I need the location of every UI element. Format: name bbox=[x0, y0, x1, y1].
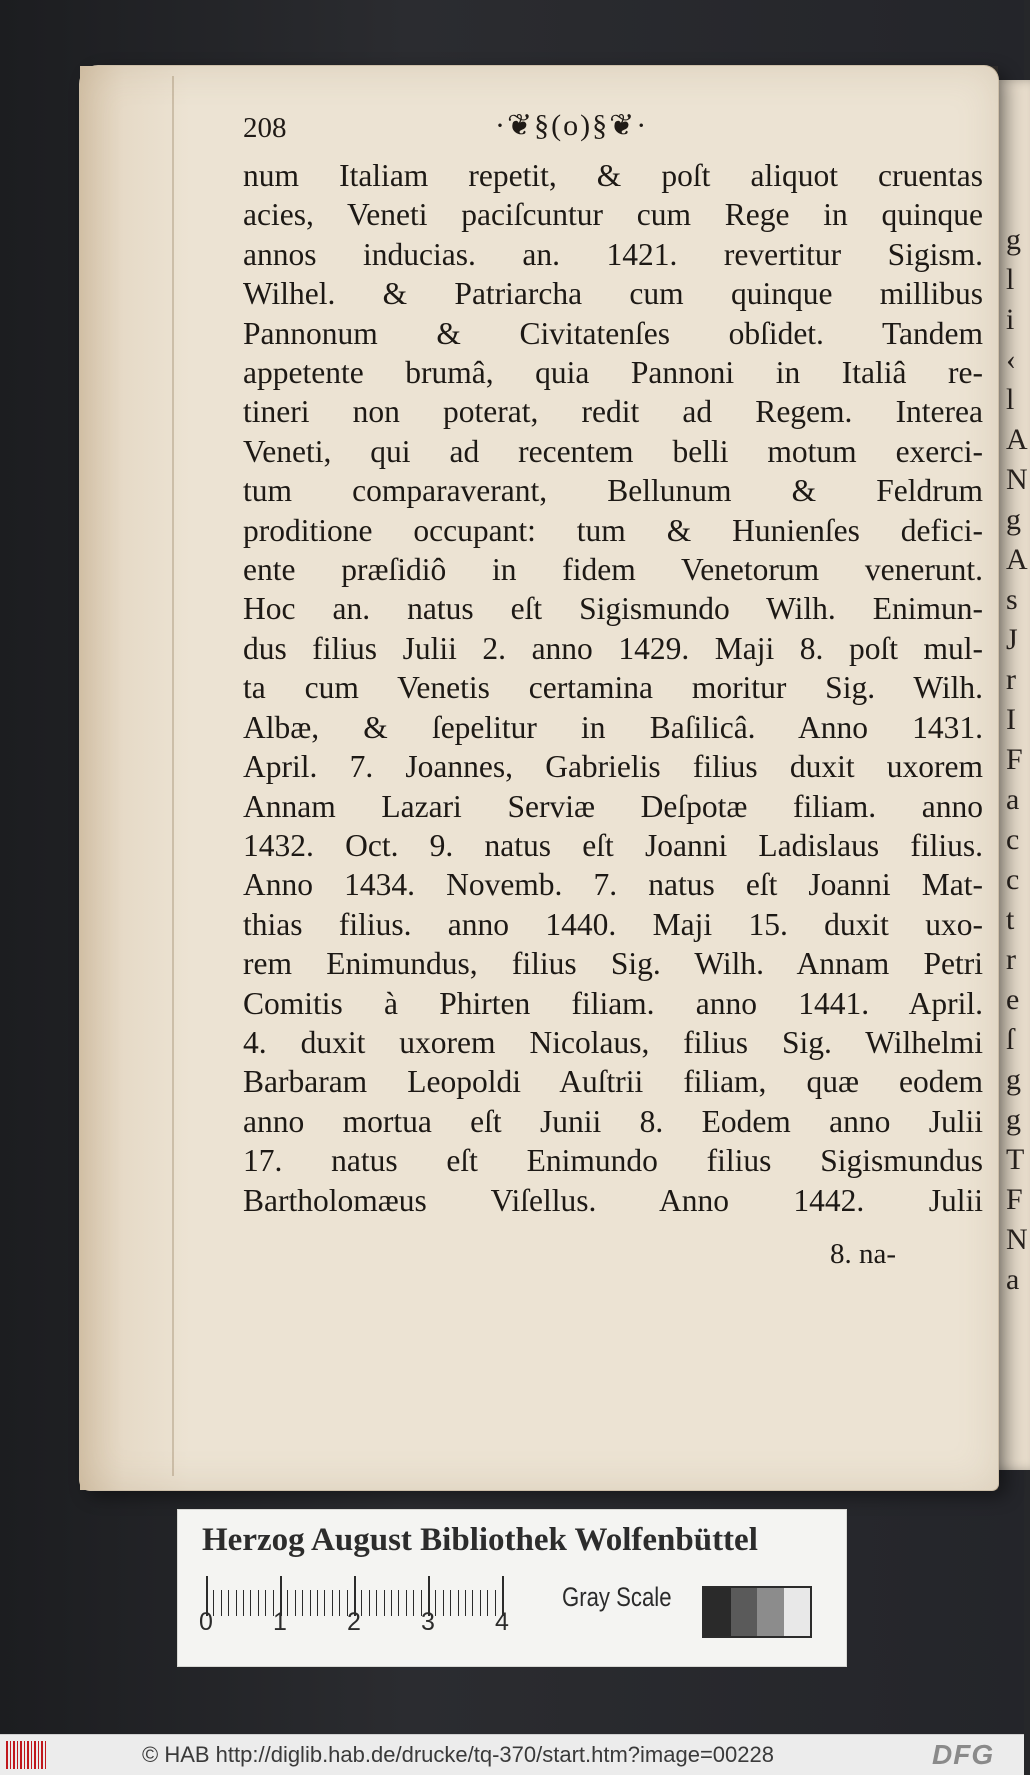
text-line: tineri non poterat, redit ad Regem. Interea bbox=[243, 394, 983, 430]
gray-scale-swatches bbox=[702, 1586, 812, 1638]
catchword: 8. na- bbox=[830, 1238, 897, 1270]
text-line: Barbaram Leopoldi Auſtrii filiam, quæ eodem bbox=[243, 1064, 983, 1100]
text-line: April. 7. Joannes, Gabrielis filius duxit uxorem bbox=[243, 749, 983, 785]
body-text bbox=[243, 156, 983, 1220]
text-line: appetente brumâ, quia Pannoni in Italiâ re- bbox=[243, 355, 983, 391]
ruler-minor-tick bbox=[391, 1590, 392, 1616]
ruler-minor-tick bbox=[458, 1590, 459, 1616]
ruler-label: 0 bbox=[199, 1608, 213, 1636]
header-ornament: ·❦§(o)§❦· bbox=[495, 109, 649, 142]
text-line: dus filius Julii 2. anno 1429. Maji 8. poſt mul- bbox=[243, 630, 983, 666]
ruler-minor-tick bbox=[465, 1590, 466, 1616]
gray-swatch bbox=[704, 1588, 731, 1636]
ruler-minor-tick bbox=[339, 1590, 340, 1616]
text-line: Anno 1434. Novemb. 7. natus eſt Joanni Mat- bbox=[243, 867, 983, 903]
ruler-minor-tick bbox=[369, 1590, 370, 1616]
ruler-minor-tick bbox=[250, 1590, 251, 1616]
ruler-minor-tick bbox=[317, 1590, 318, 1616]
text-line: tum comparaverant, Bellunum & Feldrum bbox=[243, 473, 983, 509]
ruler-minor-tick bbox=[295, 1590, 296, 1616]
text-line: ta cum Venetis certamina moritur Sig. Wilh. bbox=[243, 670, 983, 706]
ruler-minor-tick bbox=[450, 1590, 451, 1616]
text-line: Annam Lazari Serviæ Deſpotæ filiam. anno bbox=[243, 788, 983, 824]
ruler-minor-tick bbox=[310, 1590, 311, 1616]
ruler-minor-tick bbox=[413, 1590, 414, 1616]
text-line: proditione occupant: tum & Hunienſes defici- bbox=[243, 512, 983, 548]
ruler-minor-tick bbox=[361, 1590, 362, 1616]
ruler-minor-tick bbox=[480, 1590, 481, 1616]
text-line: Wilhel. & Patriarcha cum quinque millibus bbox=[243, 276, 983, 312]
page-fold bbox=[172, 76, 174, 1476]
ruler-minor-tick bbox=[243, 1590, 244, 1616]
text-line: anno mortua eſt Junii 8. Eodem anno Julii bbox=[243, 1103, 983, 1139]
text-line: acies, Veneti paciſcuntur cum Rege in quinque bbox=[243, 197, 983, 233]
ruler-label: 3 bbox=[421, 1608, 435, 1636]
ruler-minor-tick bbox=[213, 1590, 214, 1616]
ruler-minor-tick bbox=[228, 1590, 229, 1616]
ruler-minor-tick bbox=[265, 1590, 266, 1616]
ruler-label: 2 bbox=[347, 1608, 361, 1636]
ruler-minor-tick bbox=[236, 1590, 237, 1616]
ruler-label: 1 bbox=[273, 1608, 287, 1636]
text-line: rem Enimundus, filius Sig. Wilh. Annam Petri bbox=[243, 946, 983, 982]
ruler-minor-tick bbox=[221, 1590, 222, 1616]
ruler-label: 4 bbox=[495, 1608, 509, 1636]
ruler-minor-tick bbox=[443, 1590, 444, 1616]
text-line: ente præſidiô in fidem Venetorum venerunt. bbox=[243, 552, 983, 588]
page-number: 208 bbox=[243, 112, 287, 144]
ruler-minor-tick bbox=[258, 1590, 259, 1616]
ruler-minor-tick bbox=[406, 1590, 407, 1616]
ruler-minor-tick bbox=[384, 1590, 385, 1616]
ruler-minor-tick bbox=[398, 1590, 399, 1616]
scale-ruler bbox=[206, 1584, 518, 1634]
ruler-minor-tick bbox=[376, 1590, 377, 1616]
text-line: Veneti, qui ad recentem belli motum exerci- bbox=[243, 433, 983, 469]
ruler-minor-tick bbox=[287, 1590, 288, 1616]
adjacent-page-letters: g l i ‹ l A N g A s J r I F a c c t r e ſ g g T F N a bbox=[1006, 223, 1028, 1296]
gray-swatch bbox=[731, 1588, 758, 1636]
text-line: annos inducias. an. 1421. revertitur Sigism. bbox=[243, 236, 983, 272]
text-line: Hoc an. natus eſt Sigismundo Wilh. Enimun- bbox=[243, 591, 983, 627]
text-line: Bartholomæus Viſellus. Anno 1442. Julii bbox=[243, 1182, 983, 1218]
ruler-minor-tick bbox=[487, 1590, 488, 1616]
ruler-minor-tick bbox=[435, 1590, 436, 1616]
ruler-minor-tick bbox=[302, 1590, 303, 1616]
page-header bbox=[243, 108, 983, 158]
ruler-minor-tick bbox=[472, 1590, 473, 1616]
text-line: thias filius. anno 1440. Maji 15. duxit uxo- bbox=[243, 906, 983, 942]
copyright-link[interactable]: © HAB http://diglib.hab.de/drucke/tq-370/start.htm?image=00228 bbox=[142, 1742, 774, 1767]
gray-swatch bbox=[784, 1588, 811, 1636]
ruler-minor-tick bbox=[324, 1590, 325, 1616]
text-line: 1432. Oct. 9. natus eſt Joanni Ladislaus filius. bbox=[243, 827, 983, 863]
text-line: 17. natus eſt Enimundo filius Sigismundus bbox=[243, 1143, 983, 1179]
text-line: 4. duxit uxorem Nicolaus, filius Sig. Wilhelmi bbox=[243, 1024, 983, 1060]
footer-bar bbox=[0, 1734, 1024, 1775]
library-color-card bbox=[178, 1510, 846, 1666]
gray-scale-label: Gray Scale bbox=[562, 1582, 672, 1612]
library-title: Herzog August Bibliothek Wolfenbüttel bbox=[202, 1522, 758, 1558]
dfg-logo: DFG bbox=[932, 1739, 995, 1770]
text-line: Comitis à Phirten filiam. anno 1441. April. bbox=[243, 985, 983, 1021]
ruler-minor-tick bbox=[332, 1590, 333, 1616]
hab-barcode-icon bbox=[6, 1741, 48, 1769]
text-line: Pannonum & Civitatenſes obſidet. Tandem bbox=[243, 315, 983, 351]
gray-swatch bbox=[757, 1588, 784, 1636]
text-line: num Italiam repetit, & poſt aliquot cruentas bbox=[243, 158, 983, 193]
text-line: Albæ, & ſepelitur in Baſilicâ. Anno 1431. bbox=[243, 709, 983, 745]
